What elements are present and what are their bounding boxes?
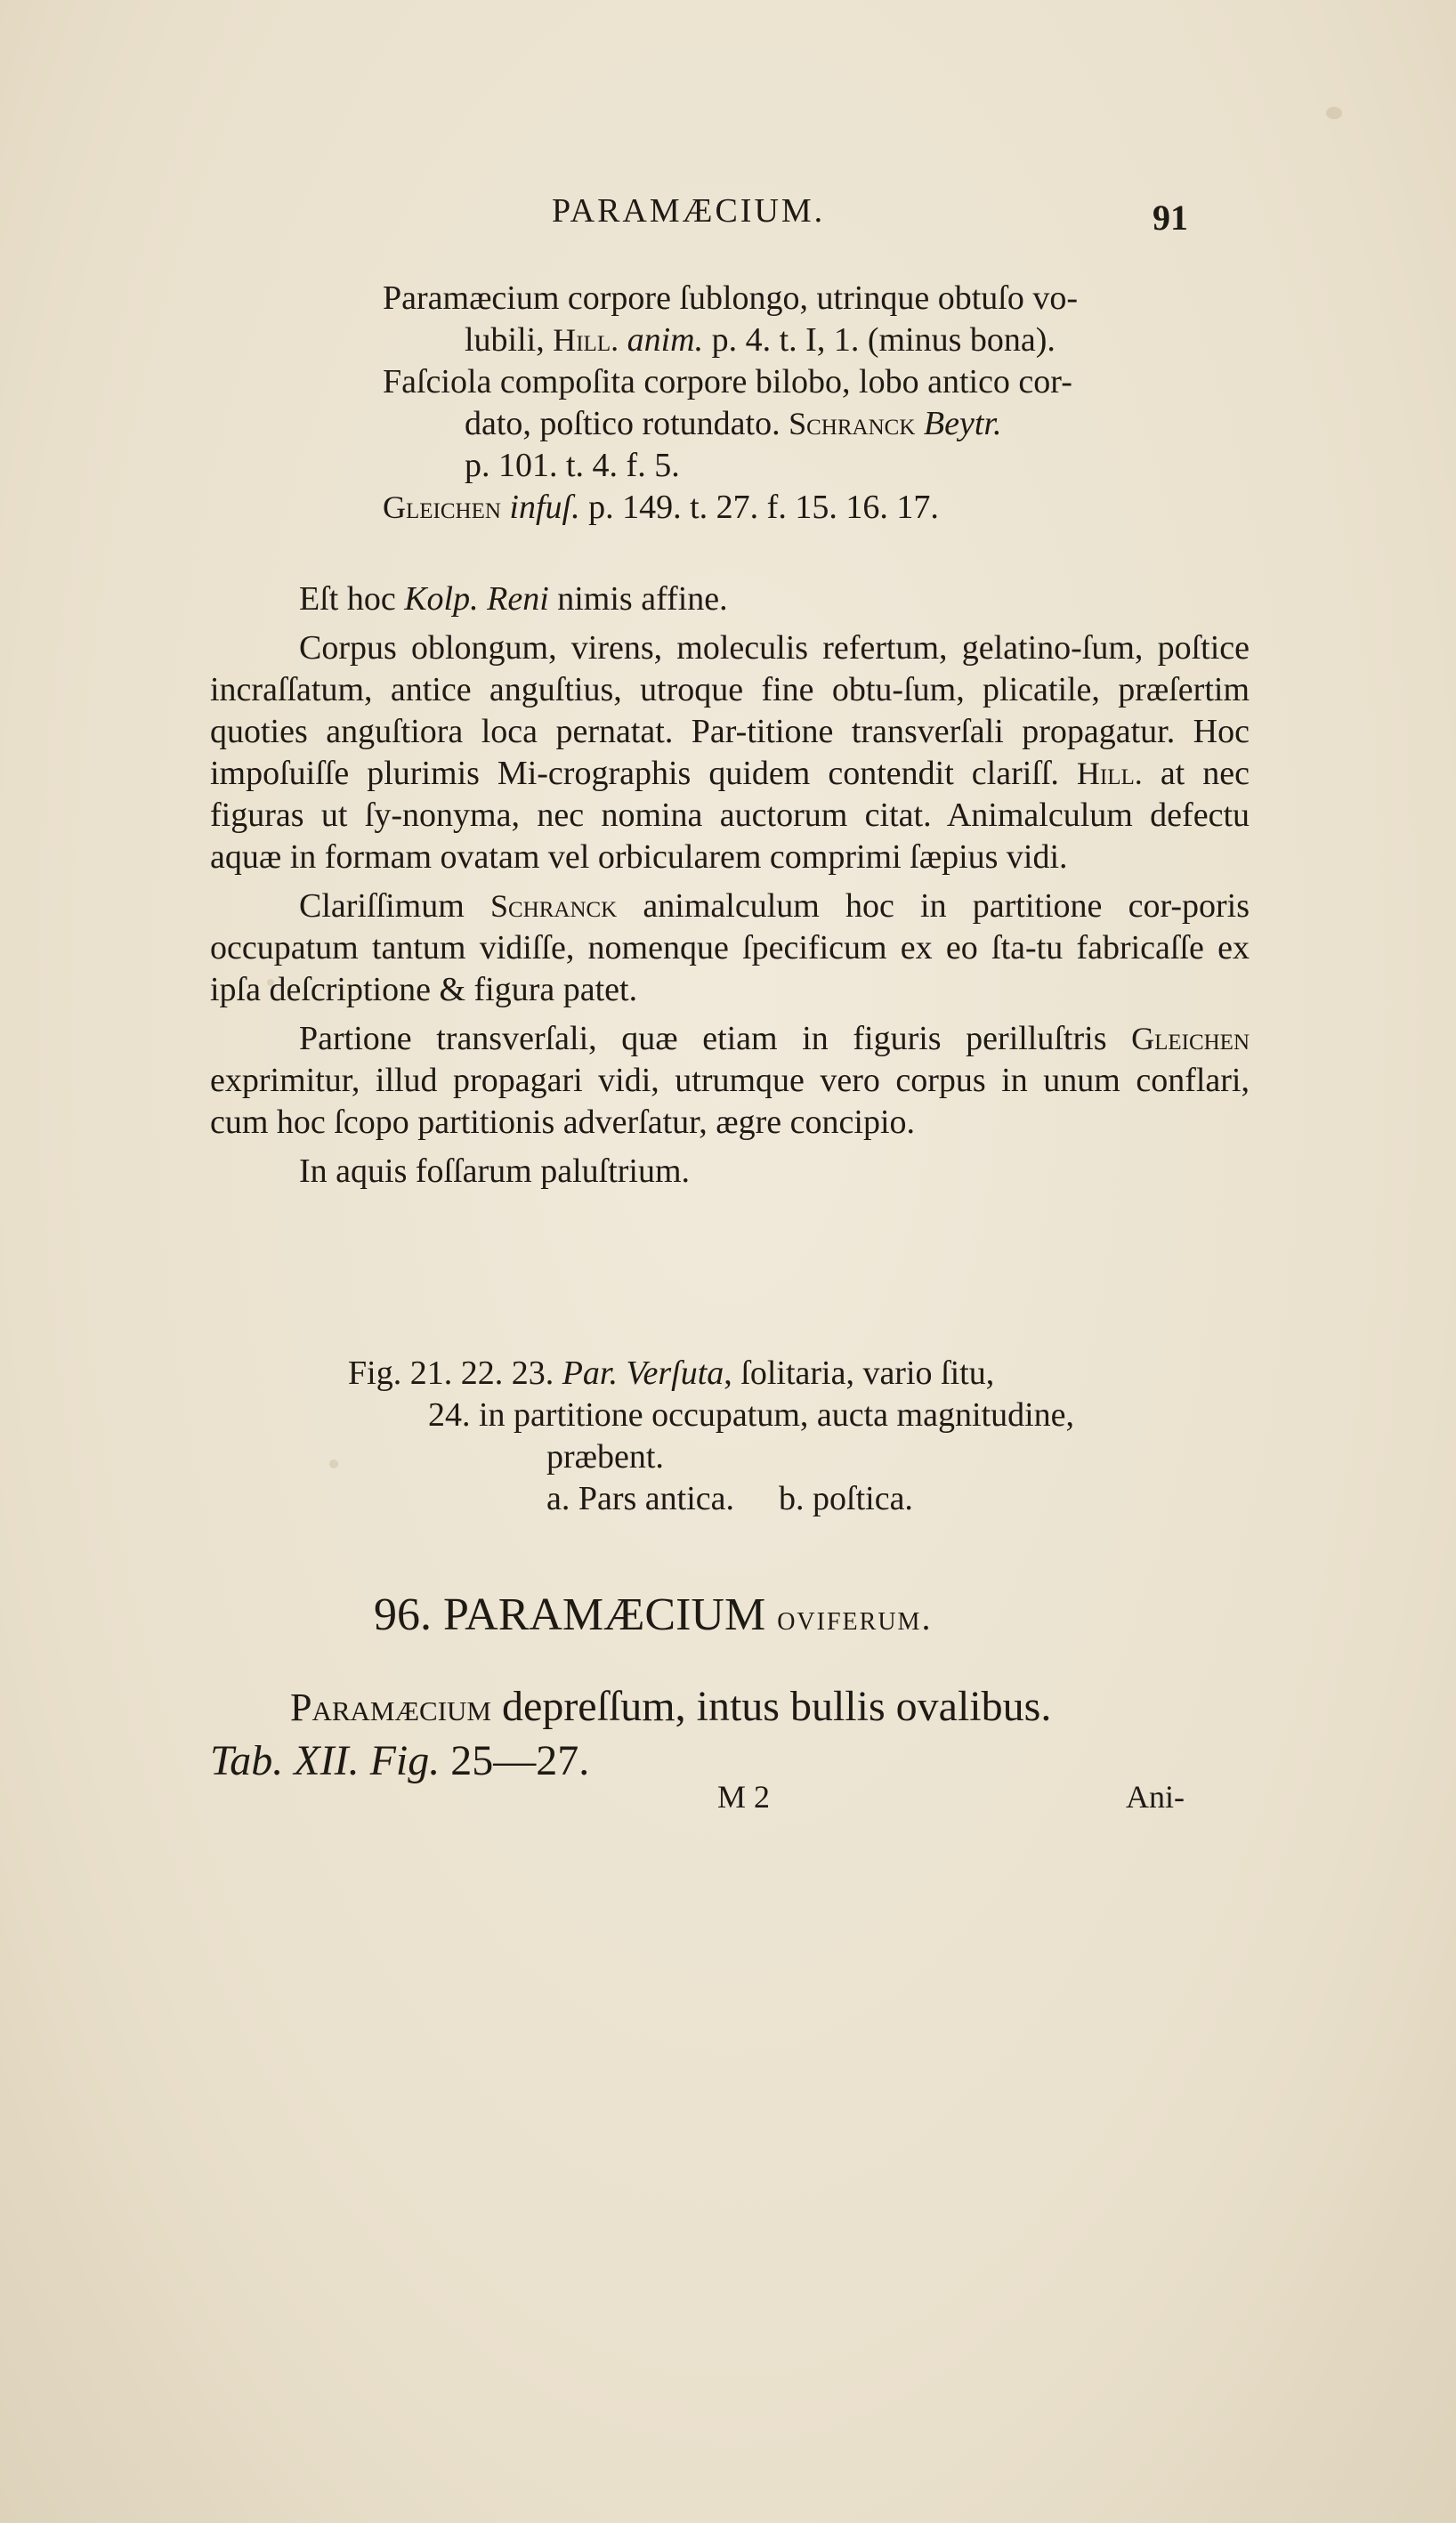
synonym-line	[383, 403, 1237, 445]
plate-reference: Tab. XII. Fig.	[210, 1737, 441, 1784]
figure-ref: Fig. 21. 22. 23.	[348, 1354, 562, 1392]
catchword: Ani-	[1126, 1779, 1185, 1815]
paragraph-text: Eſt hoc	[299, 580, 405, 618]
figure-text: præbent.	[546, 1438, 664, 1476]
synonym-text: dato, poſtico rotundato.	[465, 405, 789, 442]
diagnosis-text: depreſſum, intus bullis ovalibus.	[491, 1683, 1052, 1730]
author-name: Gleichen	[1131, 1021, 1250, 1056]
synonym-line	[383, 487, 1237, 529]
author-name: Schranck	[489, 888, 618, 924]
species-number: 96.	[374, 1589, 443, 1640]
work-title: infuſ.	[509, 489, 580, 526]
author-name: Schranck	[789, 406, 916, 441]
page-header	[0, 191, 1456, 245]
figure-line	[210, 1395, 1250, 1436]
body-text	[210, 578, 1250, 1193]
synonym-line	[383, 319, 1237, 361]
taxon-name: Kolp.	[404, 580, 479, 618]
synonym-text: p. 4. t. I, 1. (minus bona).	[703, 321, 1056, 359]
paragraph-text: animalculum hoc in partitione cor-poris occupatum tantum vidiſſe, nomenque ſpecificum ex eo ſta-tu fabricaſſe ex ipſa deſcriptione & figura patet.	[210, 887, 1250, 1008]
taxon-name: Reni	[487, 580, 549, 618]
synonym-line	[383, 445, 1237, 487]
paragraph-text: exprimitur, illud propagari vidi, utrumque vero corpus in unum conflari, cum hoc ſcopo partitionis adverſatur, ægre concipio.	[210, 1062, 1250, 1141]
plate-numbers: 25—27.	[440, 1737, 590, 1784]
synonym-text: p. 101. t. 4. f. 5.	[465, 447, 680, 484]
paragraph-text: Corpus oblongum, virens, moleculis refertum, gelatino-ſum, poſtice incraſſatum, antice anguſtius, utroque fine obtu-ſum, plicatile, præſertim quoties anguſtiora loca pernatat. Par-titione transverſali propagatur. Hoc impoſuiſſe plurimis Mi-crographis quidem contendit clariſſ.	[210, 629, 1250, 792]
page-number: 91	[1153, 198, 1188, 238]
paragraph-text: at nec figuras ut ſy-nonyma, nec nomina auctorum citat. Animalculum defectu aquæ in formam ovatam vel orbicularem comprimi ſæpius vidi.	[210, 755, 1250, 876]
figure-text: 24. in partitione occupatum, aucta magnitudine,	[428, 1396, 1075, 1434]
paragraph-text: nimis affine.	[548, 580, 728, 618]
part-label: b. poſtica.	[779, 1480, 913, 1517]
paragraph	[210, 627, 1250, 878]
diagnosis-line	[210, 1680, 1250, 1735]
genus-name: PARAMÆCIUM	[443, 1589, 766, 1640]
paragraph	[210, 1018, 1250, 1144]
paragraph	[210, 1151, 1250, 1193]
species-heading	[374, 1589, 932, 1641]
paragraph-text: In aquis foſſarum paluſtrium.	[299, 1152, 691, 1190]
figure-line	[210, 1478, 1250, 1520]
paragraph	[210, 578, 1250, 620]
figure-text: , ſolitaria, vario ſitu,	[724, 1354, 995, 1392]
author-name: Gleichen	[383, 489, 501, 525]
figure-line	[210, 1353, 1250, 1395]
synonym-text: Faſciola compoſita corpore bilobo, lobo antico cor-	[383, 363, 1072, 400]
work-title: anim.	[627, 321, 704, 359]
paper-stain	[1326, 107, 1342, 119]
work-title: Beytr.	[923, 405, 1002, 442]
species-diagnosis	[210, 1680, 1250, 1788]
synonym-line	[383, 278, 1237, 319]
paragraph	[210, 885, 1250, 1011]
genus-name: Paramæcium	[290, 1686, 492, 1729]
part-label: a. Pars antica.	[546, 1480, 735, 1517]
synonym-line	[383, 361, 1237, 403]
signature-mark: M 2	[717, 1779, 771, 1815]
author-name: Hill.	[553, 322, 619, 358]
paragraph-text: Clariſſimum	[299, 887, 490, 925]
figure-explanation	[210, 1353, 1250, 1520]
synonym-text: Paramæcium corpore ſublongo, utrinque obtuſo vo-	[383, 279, 1078, 317]
synonym-text: p. 149. t. 27. f. 15. 16. 17.	[579, 489, 939, 526]
running-title: PARAMÆCIUM.	[552, 192, 826, 230]
synonym-text: lubili,	[465, 321, 554, 359]
figure-line	[210, 1436, 1250, 1478]
paragraph-text: Partione transverſali, quæ etiam in figuris perilluſtris	[299, 1020, 1132, 1057]
synonymy-block	[383, 278, 1237, 529]
taxon-name: Par. Verſuta	[562, 1354, 724, 1392]
species-epithet: oviferum.	[777, 1597, 933, 1638]
author-name: Hill.	[1076, 756, 1143, 791]
